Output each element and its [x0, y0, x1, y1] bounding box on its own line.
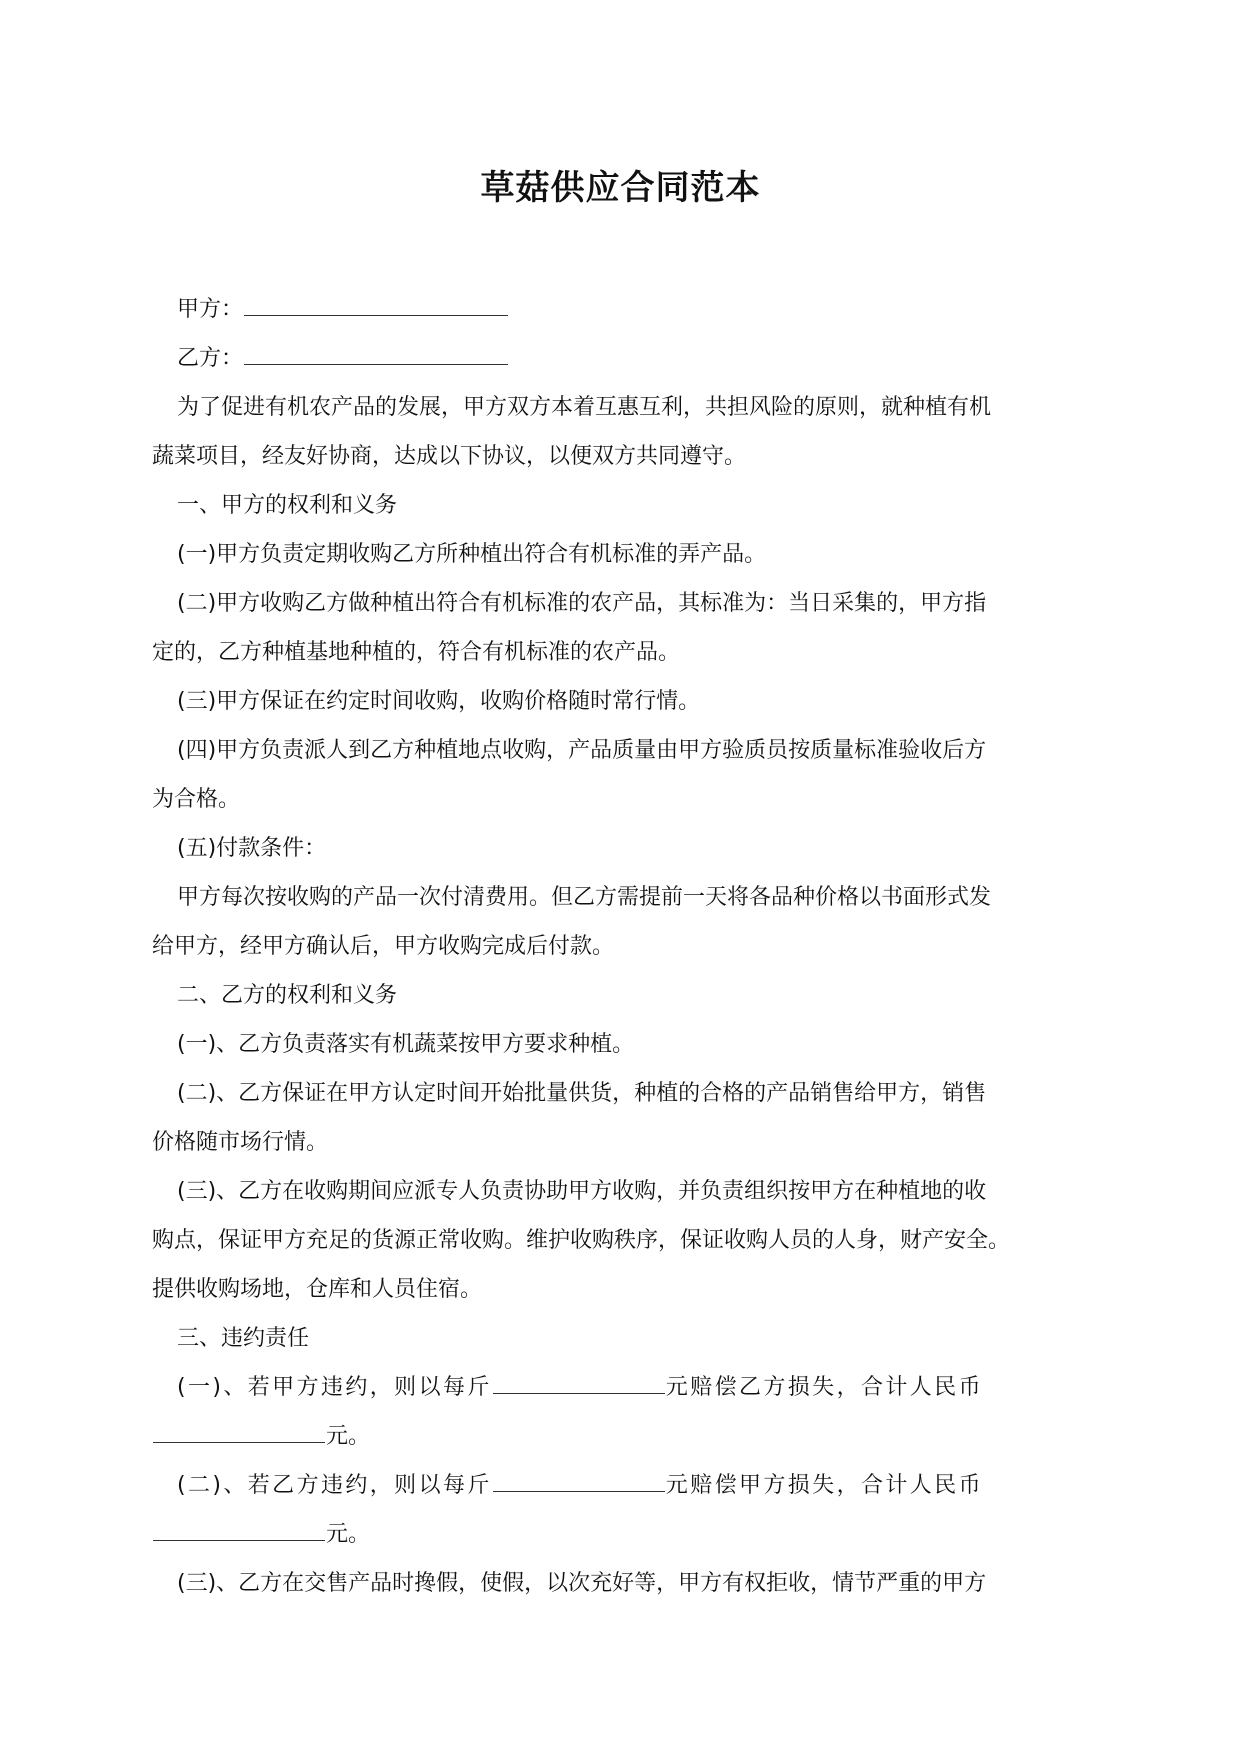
fill-in-blank[interactable] [153, 1441, 325, 1443]
line-text: 三、违约责任 [177, 1326, 310, 1351]
text-line-s3-1a [152, 1363, 1090, 1412]
text-line-s2-3a [152, 1167, 1090, 1216]
line-text: (一)、若甲方违约，则以每斤 [177, 1375, 492, 1400]
line-text: (一)甲方负责定期收购乙方所种植出符合有机标准的弄产品。 [177, 542, 767, 567]
text-line-s2-2b [152, 1118, 1090, 1167]
line-text: 元。 [326, 1522, 371, 1547]
line-text: 甲方： [177, 297, 244, 322]
text-line-s1-2a [152, 579, 1090, 628]
text-line-s3-3a [152, 1559, 1090, 1608]
line-text: (三)甲方保证在约定时间收购，收购价格随时常行情。 [177, 689, 701, 714]
line-text: 价格随市场行情。 [152, 1130, 329, 1155]
line-text: (二)、乙方保证在甲方认定时间开始批量供货，种植的合格的产品销售给甲方，销售 [177, 1081, 987, 1106]
text-line-s3-2b [152, 1510, 1090, 1559]
line-text: 给甲方，经甲方确认后，甲方收购完成后付款。 [152, 934, 615, 959]
text-line-intro-1 [152, 383, 1090, 432]
line-text: 一、甲方的权利和义务 [177, 493, 398, 518]
text-line-s1-1 [152, 530, 1090, 579]
line-text: (五)付款条件： [177, 836, 327, 861]
text-line-s3-1b [152, 1412, 1090, 1461]
fill-in-blank[interactable] [244, 363, 508, 365]
text-line-s1-4b [152, 775, 1090, 824]
line-text: 元。 [326, 1424, 371, 1449]
text-line-s1-2b [152, 628, 1090, 677]
text-line-party-b [152, 334, 1090, 383]
text-line-s1-5b [152, 922, 1090, 971]
text-line-s3-head [152, 1314, 1090, 1363]
line-text: 二、乙方的权利和义务 [177, 983, 398, 1008]
text-line-s3-2a [152, 1461, 1090, 1510]
text-line-intro-2 [152, 432, 1090, 481]
text-line-s1-5a [152, 873, 1090, 922]
fill-in-blank[interactable] [493, 1392, 665, 1394]
text-line-s2-3c [152, 1265, 1090, 1314]
text-line-s1-4a [152, 726, 1090, 775]
line-text: 提供收购场地，仓库和人员住宿。 [152, 1277, 483, 1302]
text-line-s1-5 [152, 824, 1090, 873]
page-title: 草菇供应合同范本 [480, 168, 761, 208]
fill-in-blank[interactable] [244, 314, 508, 316]
line-text: 为合格。 [152, 787, 241, 812]
text-line-s1-head [152, 481, 1090, 530]
line-text: (二)甲方收购乙方做种植出符合有机标准的农产品，其标准为：当日采集的，甲方指 [177, 591, 987, 616]
line-text: 蔬菜项目，经友好协商，达成以下协议，以便双方共同遵守。 [152, 444, 747, 469]
text-line-s2-2a [152, 1069, 1090, 1118]
line-text: 为了促进有机农产品的发展，甲方双方本着互惠互利，共担风险的原则，就种植有机 [177, 395, 992, 420]
line-text: 甲方每次按收购的产品一次付清费用。但乙方需提前一天将各品种价格以书面形式发 [177, 885, 992, 910]
line-text: (三)、乙方在交售产品时搀假，使假，以次充好等，甲方有权拒收，情节严重的甲方 [177, 1571, 987, 1596]
document-body [152, 285, 1090, 1608]
line-text: (二)、若乙方违约，则以每斤 [177, 1473, 492, 1498]
text-line-s2-head [152, 971, 1090, 1020]
line-text: 乙方： [177, 346, 244, 371]
line-text: 定的，乙方种植基地种植的，符合有机标准的农产品。 [152, 640, 681, 665]
text-line-s2-3b [152, 1216, 1090, 1265]
line-text: 购点，保证甲方充足的货源正常收购。维护收购秩序，保证收购人员的人身，财产安全。 [152, 1228, 1011, 1253]
fill-in-blank[interactable] [153, 1539, 325, 1541]
fill-in-blank[interactable] [493, 1490, 665, 1492]
line-text: (三)、乙方在收购期间应派专人负责协助甲方收购，并负责组织按甲方在种植地的收 [177, 1179, 987, 1204]
text-line-s1-3 [152, 677, 1090, 726]
line-text: (四)甲方负责派人到乙方种植地点收购，产品质量由甲方验质员按质量标准验收后方 [177, 738, 987, 763]
text-line-party-a [152, 285, 1090, 334]
line-text: 元赔偿甲方损失，合计人民币 [665, 1473, 983, 1498]
line-text: (一)、乙方负责落实有机蔬菜按甲方要求种植。 [177, 1032, 635, 1057]
text-line-s2-1 [152, 1020, 1090, 1069]
line-text: 元赔偿乙方损失，合计人民币 [665, 1375, 983, 1400]
